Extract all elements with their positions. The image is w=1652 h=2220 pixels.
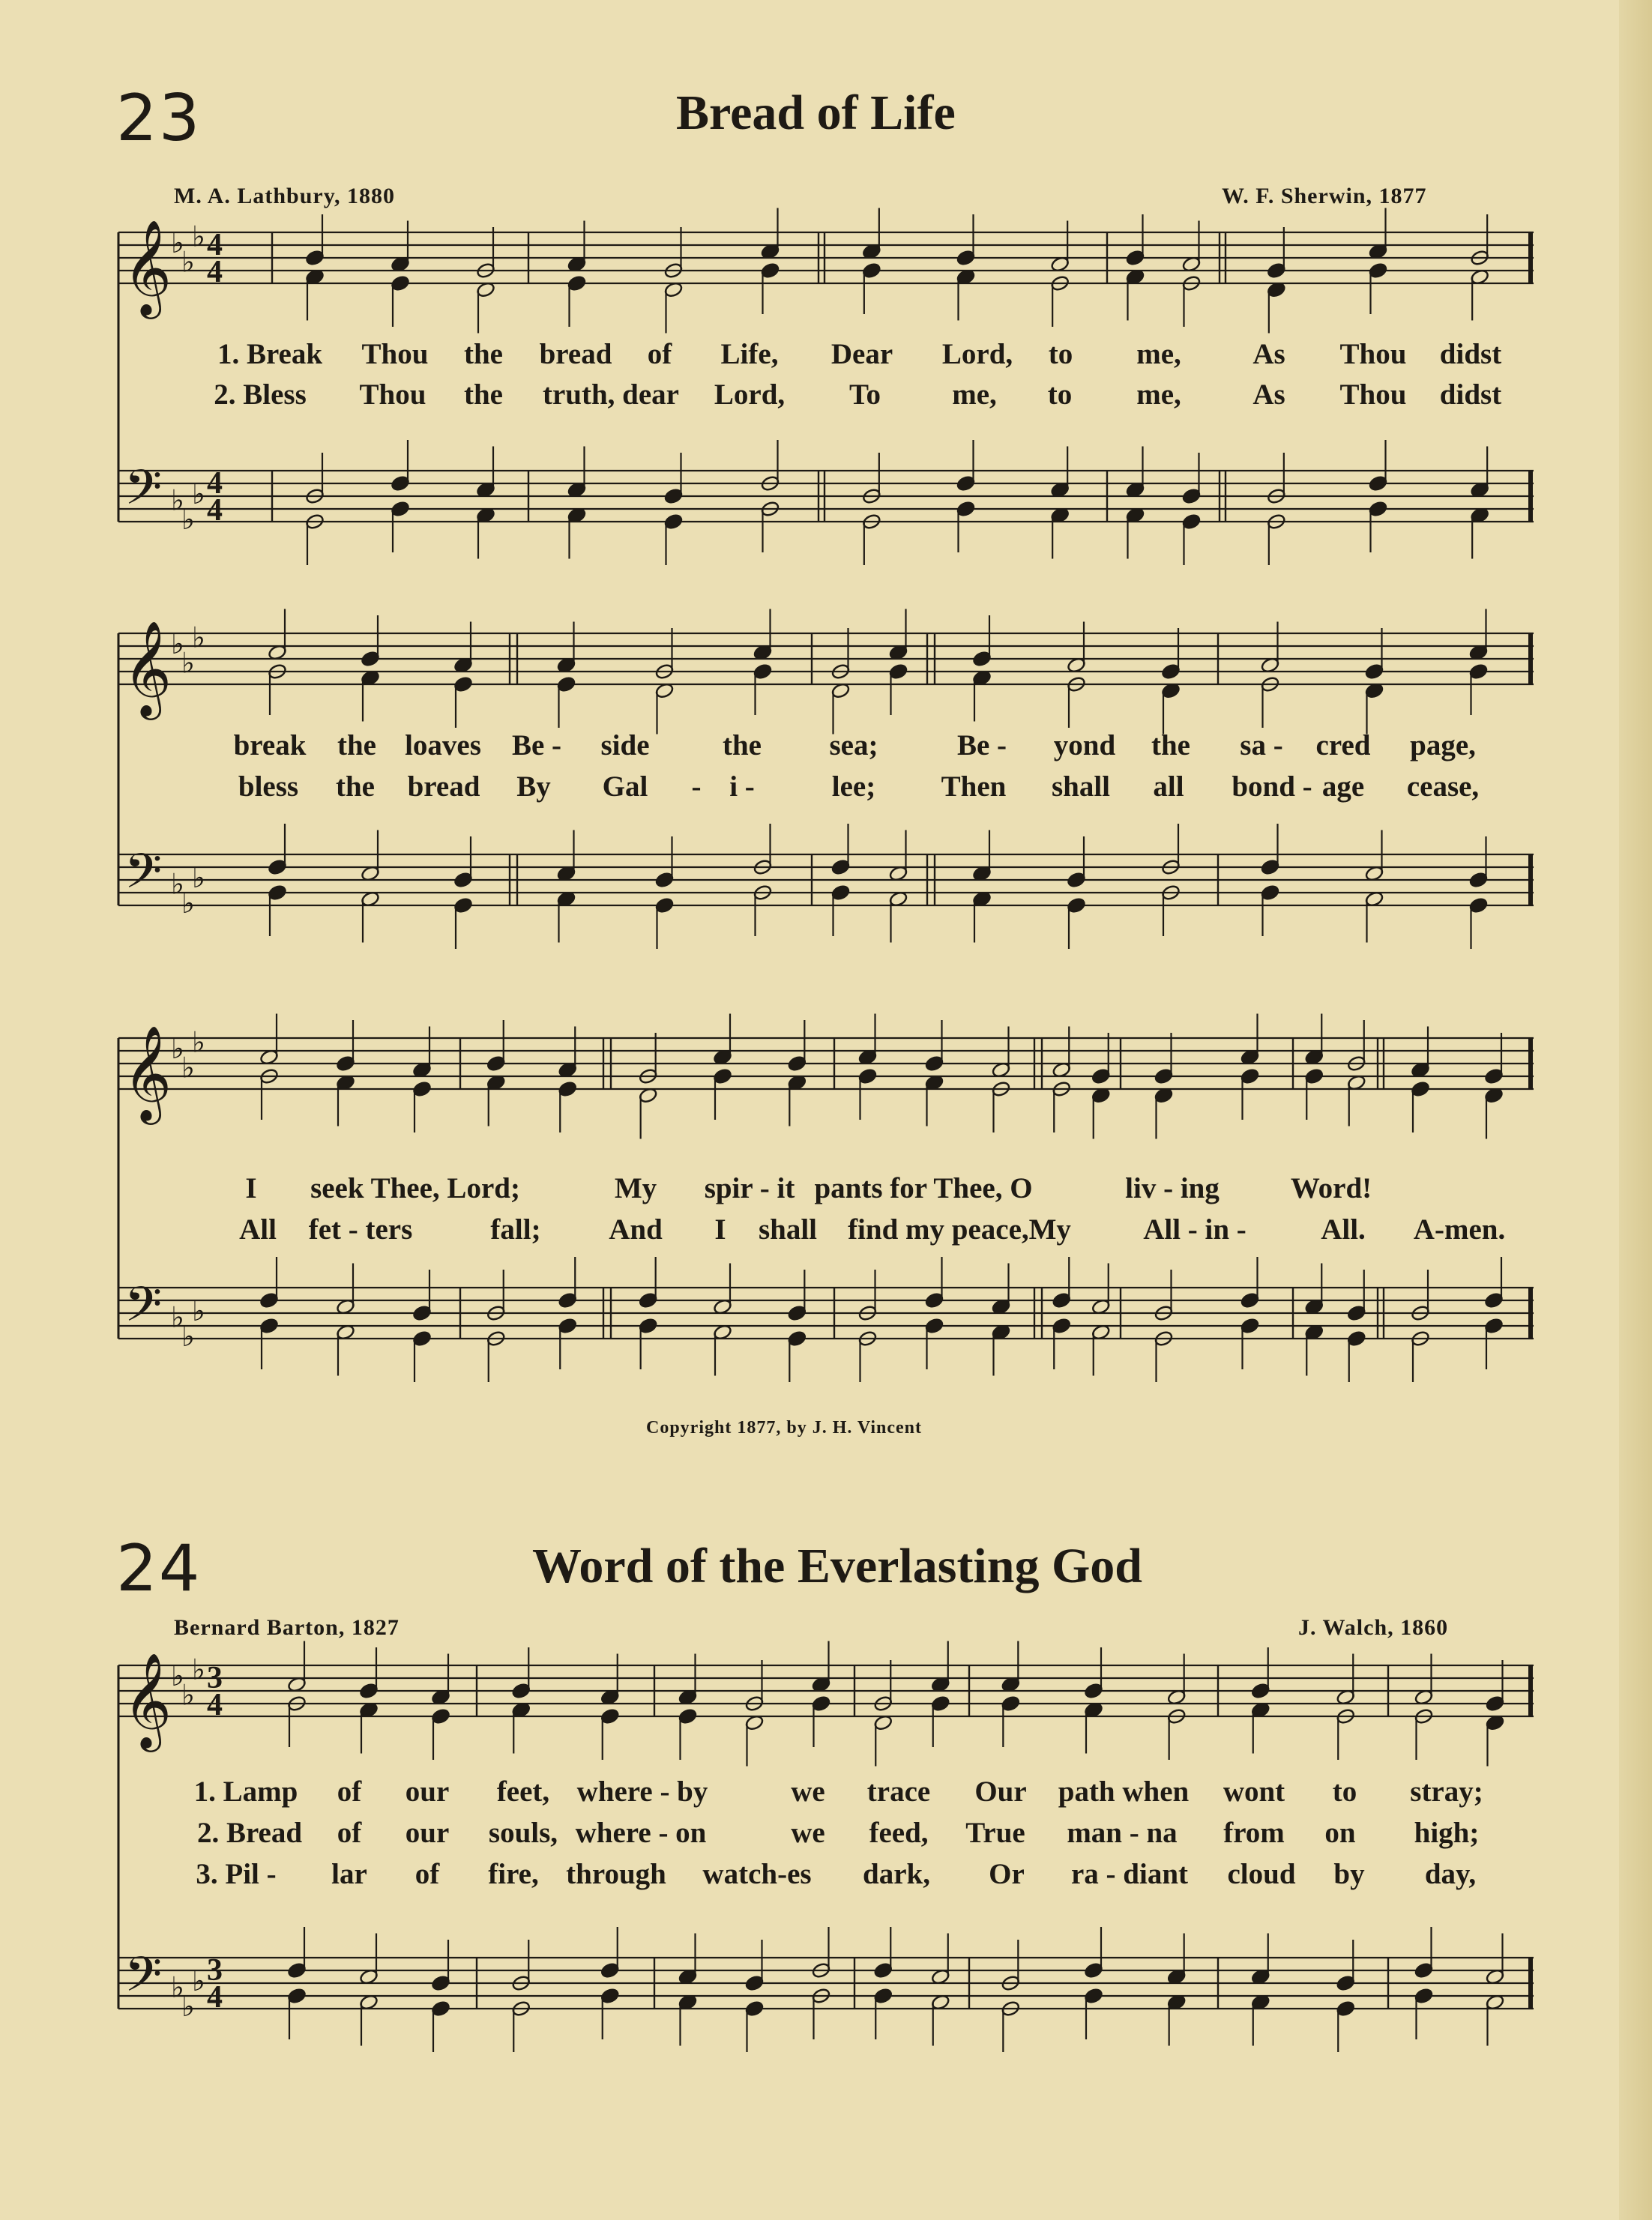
lyric-syllable: by (1333, 1858, 1365, 1890)
composer-credit: J. Walch, 1860 (1298, 1615, 1449, 1640)
lyric-line (0, 337, 1652, 375)
flat-icon: ♭ (171, 1032, 184, 1066)
lyric-syllable: man - na (1067, 1817, 1178, 1849)
lyric-syllable: Lord, (941, 338, 1013, 370)
lyric-syllable: bond - (1232, 770, 1312, 803)
time-signature: 4 (207, 493, 223, 528)
time-signature: 4 (207, 1980, 223, 2015)
lyric-syllable: trace (866, 1776, 931, 1808)
lyric-syllable: on (1324, 1817, 1356, 1849)
copyright-notice: Copyright 1877, by J. H. Vincent (646, 1418, 923, 1438)
lyric-syllable: we (791, 1776, 825, 1808)
lyric-syllable: the (337, 729, 376, 761)
lyric-syllable: Thou (1339, 338, 1407, 370)
lyric-syllable: All - in - (1143, 1213, 1246, 1246)
treble-clef-icon: 𝄞 (123, 219, 172, 315)
time-signature: 4 (207, 466, 223, 501)
lyric-syllable: 2. Bread (196, 1817, 303, 1849)
lyric-syllable: didst (1439, 378, 1502, 411)
lyric-syllable: our (405, 1817, 450, 1849)
treble-clef-icon: 𝄞 (123, 1025, 172, 1120)
flat-icon: ♭ (181, 245, 195, 279)
lyric-syllable: By (516, 770, 551, 803)
lyric-syllable: of (337, 1817, 362, 1849)
lyric-syllable: to (1048, 338, 1073, 370)
flat-icon: ♭ (192, 1025, 205, 1059)
lyric-syllable: All. (1321, 1213, 1366, 1246)
bass-clef-icon: 𝄢 (124, 1277, 163, 1345)
lyric-syllable: wont (1223, 1776, 1285, 1808)
lyric-syllable: watch-es (702, 1858, 812, 1890)
lyric-syllable: the (464, 378, 503, 411)
flat-icon: ♭ (192, 1964, 205, 1998)
flat-icon: ♭ (181, 503, 195, 537)
lyric-syllable: I (714, 1213, 726, 1246)
lyric-syllable: of (337, 1776, 362, 1808)
lyric-syllable: I (245, 1172, 257, 1204)
lyric-syllable: path when (1058, 1776, 1190, 1808)
lyric-syllable: To (849, 378, 881, 411)
lyricist-credit: Bernard Barton, 1827 (174, 1615, 400, 1640)
lyric-line (0, 1171, 1652, 1209)
treble-clef-icon: 𝄞 (123, 1652, 172, 1748)
lyric-syllable: stray; (1410, 1776, 1483, 1808)
lyric-syllable: all (1153, 770, 1184, 803)
bass-clef-icon: 𝄢 (124, 844, 163, 911)
flat-icon: ♭ (171, 867, 184, 901)
flat-icon: ♭ (171, 1970, 184, 2004)
lyric-line (0, 1213, 1652, 1250)
lyric-syllable: fall; (490, 1213, 541, 1246)
lyric-syllable: Lord, (714, 378, 786, 411)
lyric-syllable: spir - it (704, 1172, 795, 1204)
lyric-syllable: the (1151, 729, 1190, 761)
lyric-syllable: page, (1410, 729, 1476, 761)
lyric-syllable: we (791, 1817, 825, 1849)
flat-icon: ♭ (171, 1659, 184, 1693)
lyric-syllable: Gal (602, 770, 648, 803)
time-signature: 4 (207, 228, 223, 262)
lyric-syllable: bread (407, 770, 480, 803)
lyric-syllable: Word! (1290, 1172, 1372, 1204)
lyric-syllable: Be - (956, 729, 1007, 761)
time-signature: 4 (207, 1688, 223, 1722)
lyric-syllable: sea; (829, 729, 878, 761)
flat-icon: ♭ (171, 627, 184, 661)
lyric-syllable: the (723, 729, 762, 761)
lyric-syllable: didst (1439, 338, 1502, 370)
lyric-syllable: lar (331, 1858, 367, 1890)
lyric-syllable: Thou (361, 338, 429, 370)
flat-icon: ♭ (171, 1300, 184, 1334)
treble-clef-icon: 𝄞 (123, 620, 172, 716)
bass-clef-icon: 𝄢 (124, 460, 163, 528)
lyricist-credit: M. A. Lathbury, 1880 (174, 184, 396, 208)
lyric-syllable: where - on (575, 1817, 707, 1849)
lyric-syllable: Then (941, 770, 1007, 803)
lyric-syllable: 1. Lamp (193, 1776, 298, 1808)
lyric-syllable: from (1223, 1817, 1285, 1849)
lyric-syllable: fet - ters (308, 1213, 413, 1246)
lyric-syllable: the (464, 338, 503, 370)
lyric-syllable: high; (1414, 1817, 1480, 1849)
lyric-syllable: liv - ing (1125, 1172, 1220, 1204)
lyric-syllable: cred (1315, 729, 1371, 761)
lyric-syllable: age (1321, 770, 1365, 803)
flat-icon: ♭ (181, 646, 195, 680)
lyric-syllable: As (1252, 338, 1285, 370)
lyric-syllable: 1. Break (217, 338, 323, 370)
flat-icon: ♭ (181, 1051, 195, 1085)
hymn-number: 24 (116, 1531, 202, 1606)
lyric-syllable: cease, (1406, 770, 1480, 803)
composer-credit: W. F. Sherwin, 1877 (1222, 184, 1427, 208)
lyric-syllable: bless (238, 770, 299, 803)
lyric-syllable: bread (539, 338, 612, 370)
lyric-syllable: Life, (720, 338, 779, 370)
lyric-syllable: i - (729, 770, 755, 803)
hymn-number: 23 (116, 81, 202, 156)
time-signature: 4 (207, 255, 223, 289)
lyric-syllable: feet, (496, 1776, 550, 1808)
flat-icon: ♭ (192, 1294, 205, 1328)
lyric-syllable: ra - diant (1071, 1858, 1188, 1890)
lyric-syllable: yond (1053, 729, 1116, 761)
lyric-syllable: Or (989, 1858, 1025, 1890)
flat-icon: ♭ (181, 1990, 195, 2024)
flat-icon: ♭ (181, 887, 195, 920)
lyric-line (0, 378, 1652, 415)
lyric-line (0, 1775, 1652, 1812)
lyric-syllable: seek Thee, Lord; (310, 1172, 520, 1204)
lyric-syllable: of (647, 338, 672, 370)
lyric-syllable: day, (1424, 1858, 1477, 1890)
lyric-syllable: Be - (511, 729, 562, 761)
lyric-syllable: shall (1051, 770, 1111, 803)
lyric-syllable: 3. Pil - (196, 1858, 277, 1890)
lyric-syllable: And (609, 1213, 663, 1246)
lyric-syllable: feed, (869, 1817, 929, 1849)
hymn-title: Word of the Everlasting God (532, 1539, 1143, 1593)
lyric-syllable: me, (1136, 338, 1181, 370)
time-signature: 3 (207, 1661, 223, 1695)
lyric-syllable: me, (1136, 378, 1181, 411)
flat-icon: ♭ (171, 226, 184, 260)
lyric-line (0, 729, 1652, 766)
flat-icon: ♭ (192, 220, 205, 253)
lyric-syllable: to (1047, 378, 1073, 411)
lyric-syllable: me, (952, 378, 997, 411)
time-signature: 3 (207, 1953, 223, 1988)
lyric-syllable: fire, (488, 1858, 539, 1890)
flat-icon: ♭ (192, 1653, 205, 1686)
lyric-syllable: Dear (830, 338, 893, 370)
lyric-line (0, 1816, 1652, 1853)
lyric-syllable: 2. Bless (214, 378, 307, 411)
flat-icon: ♭ (171, 483, 184, 517)
lyric-syllable: the (336, 770, 375, 803)
lyric-syllable: through (566, 1858, 666, 1890)
lyric-line (0, 1857, 1652, 1895)
lyric-syllable: lee; (831, 770, 876, 803)
lyric-syllable: loaves (405, 729, 481, 761)
lyric-syllable: side (600, 729, 650, 761)
lyric-syllable: cloud (1227, 1858, 1296, 1890)
lyric-syllable: pants for Thee, O (814, 1172, 1033, 1204)
lyric-syllable: dark, (863, 1858, 930, 1890)
lyric-syllable: A-men. (1413, 1213, 1506, 1246)
bass-clef-icon: 𝄢 (124, 1947, 163, 2015)
lyric-syllable: our (405, 1776, 450, 1808)
lyric-syllable: Thou (1339, 378, 1407, 411)
lyric-syllable: sa - (1240, 729, 1283, 761)
lyric-syllable: shall (758, 1213, 818, 1246)
flat-icon: ♭ (192, 621, 205, 654)
flat-icon: ♭ (192, 477, 205, 511)
lyric-syllable: Thou (359, 378, 426, 411)
flat-icon: ♭ (181, 1678, 195, 1712)
flat-icon: ♭ (181, 1320, 195, 1354)
lyric-syllable: to (1332, 1776, 1357, 1808)
flat-icon: ♭ (192, 861, 205, 895)
lyric-syllable: All (239, 1213, 277, 1246)
lyric-syllable: of (414, 1858, 440, 1890)
lyric-syllable: break (233, 729, 307, 761)
lyric-syllable: truth, dear (543, 378, 679, 411)
lyric-syllable: Our (974, 1776, 1027, 1808)
lyric-syllable: souls, (488, 1817, 558, 1849)
hymn-title: Bread of Life (676, 85, 956, 140)
lyric-syllable: - (691, 770, 702, 803)
lyric-syllable: My (614, 1172, 657, 1204)
lyric-syllable: As (1252, 378, 1285, 411)
lyric-line (0, 770, 1652, 807)
lyric-syllable: where - by (576, 1776, 708, 1808)
lyric-syllable: find my peace,My (848, 1213, 1071, 1246)
lyric-syllable: True (965, 1817, 1025, 1849)
